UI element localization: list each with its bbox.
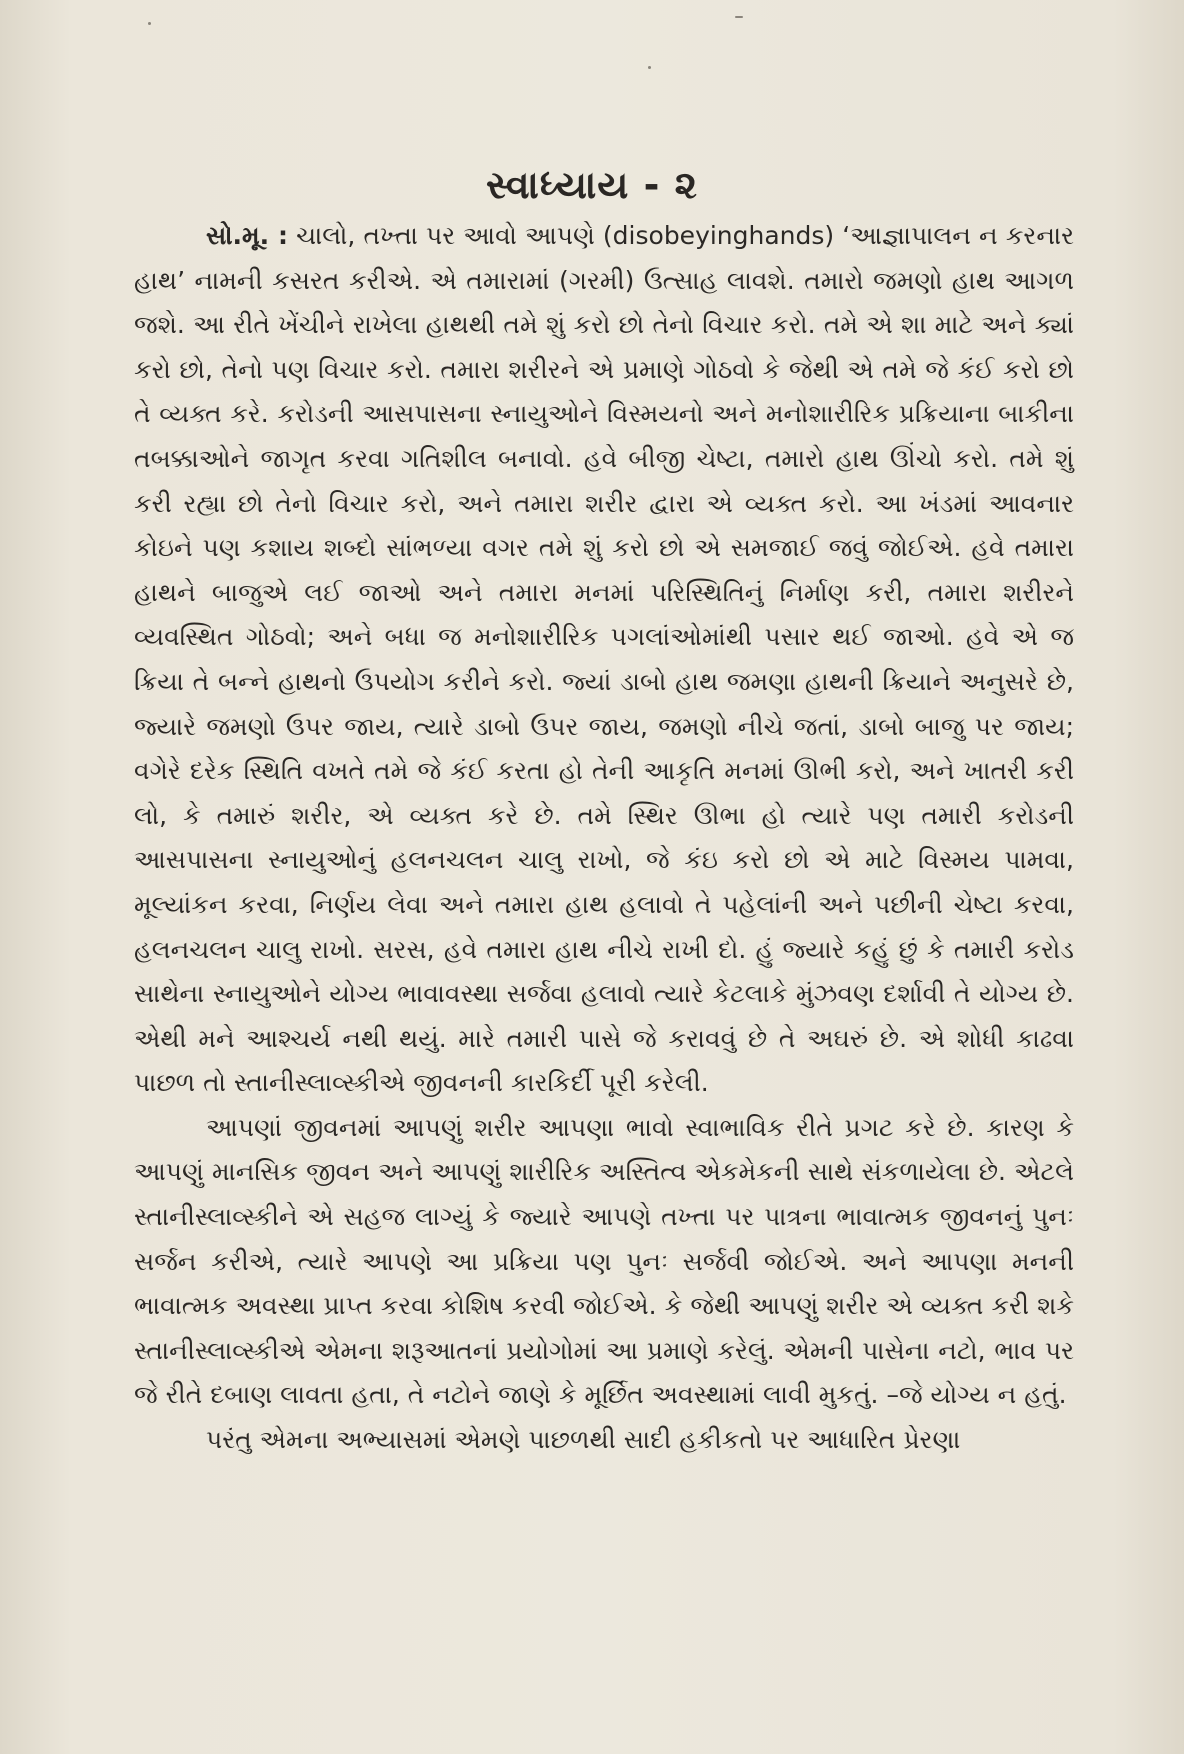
page-title: સ્વાધ્યાય - ૨: [486, 163, 698, 208]
paragraph-text: ચાલો, તખ્તા પર આવો આપણે (disobeyinghands) ‘આજ્ઞાપાલન ન કરનાર હાથ’ નામની કસરત કરીએ. એ તમારામાં (ગરમી) ઉત્સાહ લાવશે. તમારો જમણો હાથ આગળ જશે. આ રીતે ખેંચીને રાખેલા હાથથી તમે શું કરો છો તેનો વિચાર કરો. તમે એ શા માટે અને ક્યાં કરો છો, તેનો પણ વિચાર કરો. તમારા શરીરને એ પ્રમાણે ગોઠવો કે જેથી એ તમે જે કંઈ કરો છો તે વ્યક્ત કરે. કરોડની આસપાસના સ્નાયુઓને વિસ્મયનો અને મનોશારીરિક પ્રક્રિયાના બાકીના તબક્કાઓને જાગૃત કરવા ગતિશીલ બનાવો. હવે બીજી ચેષ્ટા, તમારો હાથ ઊંચો કરો. તમે શું કરી રહ્યા છો તેનો વિચાર કરો, અને તમારા શરીર દ્વારા એ વ્યક્ત કરો. આ ખંડમાં આવનાર કોઇને પણ કશાય શબ્દો સાંભળ્યા વગર તમે શું કરો છો એ સમજાઈ જવું જોઈએ. હવે તમારા હાથને બાજુએ લઈ જાઓ અને તમારા મનમાં પરિસ્થિતિનું નિર્માણ કરી, તમારા શરીરને વ્યવસ્થિત ગોઠવો; અને બધા જ મનોશારીરિક પગલાંઓમાંથી પસાર થઈ જાઓ. હવે એ જ ક્રિયા તે બન્ને હાથનો ઉપયોગ કરીને કરો. જ્યાં ડાબો હાથ જમણા હાથની ક્રિયાને અનુસરે છે, જ્યારે જમણો ઉપર જાય, ત્યારે ડાબો ઉપર જાય, જમણો નીચે જતાં, ડાબો બાજુ પર જાય; વગેરે દરેક સ્થિતિ વખતે તમે જે કંઈ કરતા હો તેની આકૃતિ મનમાં ઊભી કરો, અને ખાતરી કરી લો, કે તમારું શરીર, એ વ્યક્ત કરે છે. તમે સ્થિર ઊભા હો ત્યારે પણ તમારી કરોડની આસપાસના સ્નાયુઓનું હલનચલન ચાલુ રાખો, જે કંઇ કરો છો એ માટે વિસ્મય પામવા, મૂલ્યાંકન કરવા, નિર્ણય લેવા અને તમારા હાથ હલાવો તે પહેલાંની અને પછીની ચેષ્ટા કરવા, હલનચલન ચાલુ રાખો. સરસ, હવે તમારા હાથ નીચે રાખી દો. હું જ્યારે કહું છું કે તમારી કરોડ સાથેના સ્નાયુઓને યોગ્ય ભાવાવસ્થા સર્જવા હલાવો ત્યારે કેટલાકે મુંઝવણ દર્શાવી તે યોગ્ય છે. એથી મને આશ્ચર્ય નથી થયું. મારે તમારી પાસે જે કરાવવું છે તે અઘરું છે. એ શોધી કાઢવા પાછળ તો સ્તાનીસ્લાવ્સ્કીએ જીવનની કારકિર્દી પૂરી કરેલી.: [134, 221, 1074, 1098]
paragraph: [134, 1418, 1074, 1463]
body-text: [134, 214, 1074, 1463]
paragraph: [134, 214, 1074, 1106]
paragraph-text: આપણાં જીવનમાં આપણું શરીર આપણા ભાવો સ્વાભાવિક રીતે પ્રગટ કરે છે. કારણ કે આપણું માનસિક જીવન અને આપણું શારીરિક અસ્તિત્વ એકમેકની સાથે સંકળાયેલા છે. એટલે સ્તાનીસ્લાવ્સ્કીને એ સહજ લાગ્યું કે જ્યારે આપણે તખ્તા પર પાત્રના ભાવાત્મક જીવનનું પુનઃ સર્જન કરીએ, ત્યારે આપણે આ પ્રક્રિયા પણ પુનઃ સર્જવી જોઈએ. અને આપણા મનની ભાવાત્મક અવસ્થા પ્રાપ્ત કરવા કોશિષ કરવી જોઈએ. કે જેથી આપણું શરીર એ વ્યક્ત કરી શકે સ્તાનીસ્લાવ્સ્કીએ એમના શરૂઆતનાં પ્રયોગોમાં આ પ્રમાણે કરેલું. એમની પાસેના નટો, ભાવ પર જે રીતે દબાણ લાવતા હતા, તે નટોને જાણે કે મૂર્છિત અવસ્થામાં લાવી મુકતું. –જે યોગ્ય ન હતું.: [134, 1112, 1074, 1410]
paragraph-text: પરંતુ એમના અભ્યાસમાં એમણે પાછળથી સાદી હકીકતો પર આધારિત પ્રેરણા: [206, 1425, 961, 1455]
page-speck: [735, 16, 743, 18]
page-speck: [148, 22, 151, 25]
page-speck: [648, 66, 651, 69]
paragraph: [134, 1106, 1074, 1418]
speaker-label: સો.મૂ. :: [206, 221, 289, 250]
